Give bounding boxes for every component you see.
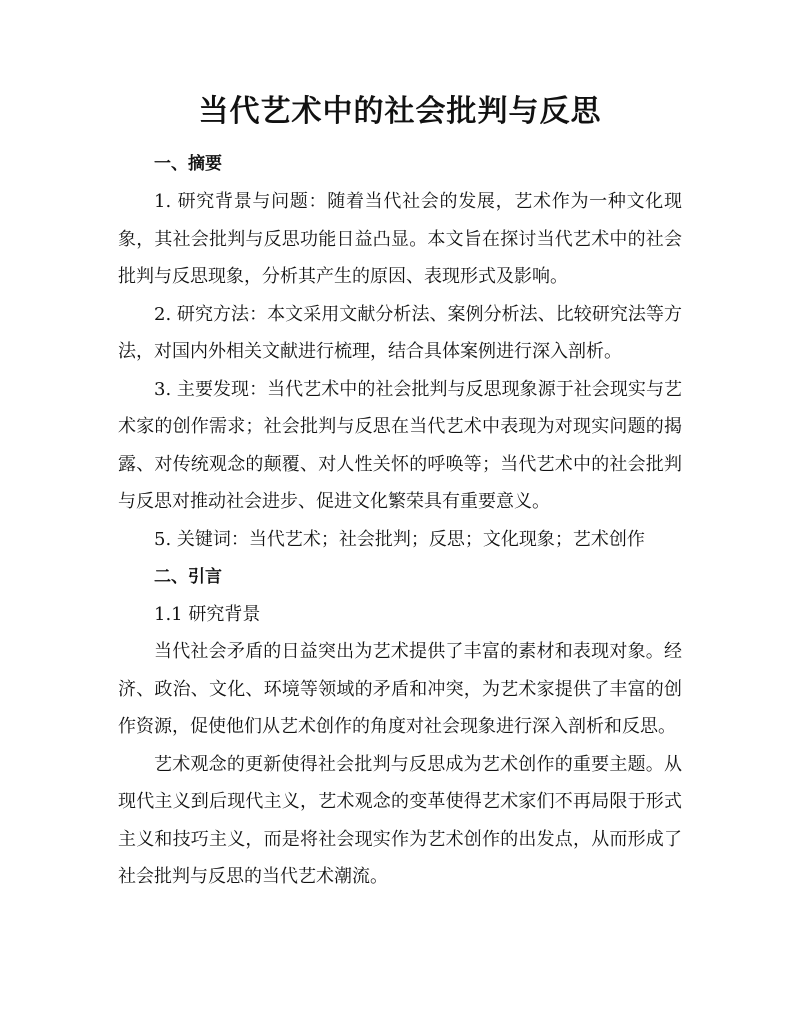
abstract-item-background: 1. 研究背景与问题：随着当代社会的发展，艺术作为一种文化现象，其社会批判与反思功能日益凸显。本文旨在探讨当代艺术中的社会批判与反思现象，分析其产生的原因、表现形式及影响。 xyxy=(118,191,682,287)
section-heading-abstract: 一、摘要 xyxy=(154,154,222,174)
abstract-item-keywords: 5. 关键词：当代艺术；社会批判；反思；文化现象；艺术创作 xyxy=(154,528,645,550)
intro-paragraph-1: 当代社会矛盾的日益突出为艺术提供了丰富的素材和表现对象。经济、政治、文化、环境等领域的矛盾和冲突，为艺术家提供了丰富的创作资源，促使他们从艺术创作的角度对社会现象进行深入剖析和反思。 xyxy=(118,641,682,737)
section-heading-intro: 二、引言 xyxy=(154,567,222,587)
abstract-item-methods: 2. 研究方法：本文采用文献分析法、案例分析法、比较研究法等方法，对国内外相关文献进行梳理，结合具体案例进行深入剖析。 xyxy=(118,303,682,362)
subsection-heading-background: 1.1 研究背景 xyxy=(154,604,261,625)
intro-paragraph-2: 艺术观念的更新使得社会批判与反思成为艺术创作的重要主题。从现代主义到后现代主义，艺术观念的变革使得艺术家们不再局限于形式主义和技巧主义，而是将社会现实作为艺术创作的出发点，从而形成了社会批判与反思的当代艺术潮流。 xyxy=(118,753,682,887)
document-title: 当代艺术中的社会批判与反思 xyxy=(198,94,602,129)
abstract-item-findings: 3. 主要发现：当代艺术中的社会批判与反思现象源于社会现实与艺术家的创作需求；社会批判与反思在当代艺术中表现为对现实问题的揭露、对传统观念的颠覆、对人性关怀的呼唤等；当代艺术中的社会批判与反思对推动社会进步、促进文化繁荣具有重要意义。 xyxy=(118,378,682,512)
